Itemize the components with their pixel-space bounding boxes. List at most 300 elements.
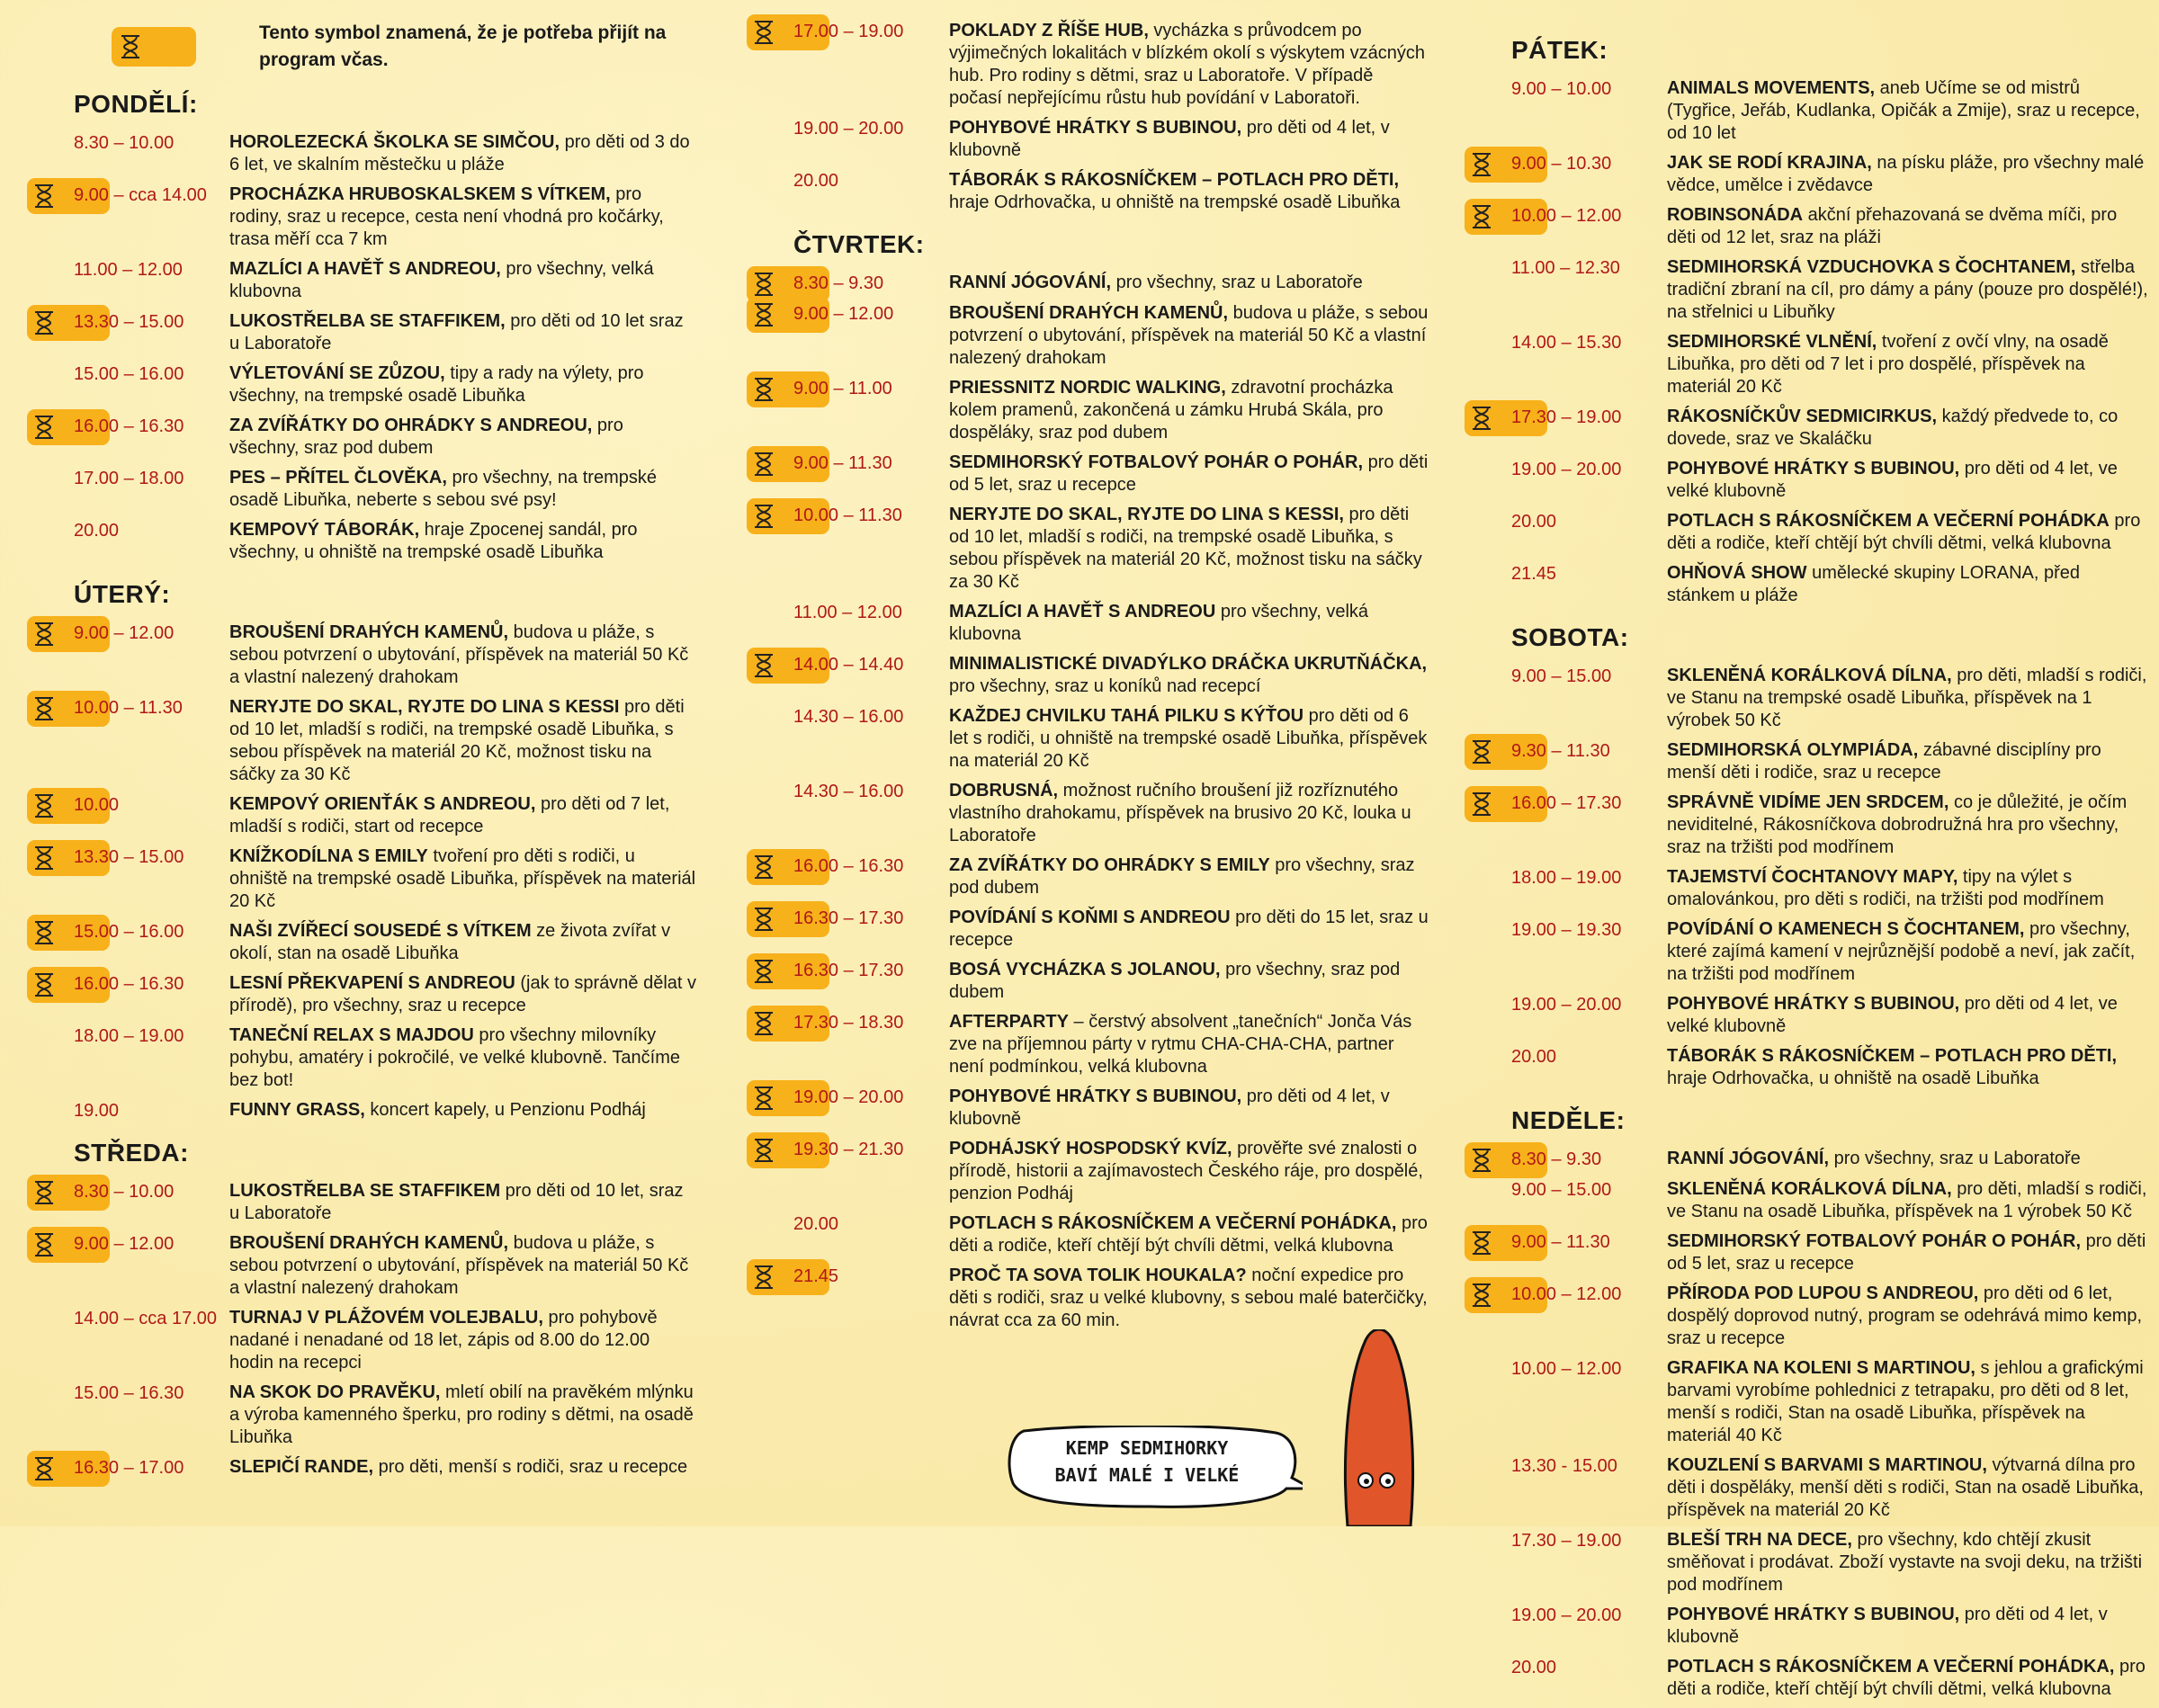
event-details: každý předvede to, co dovede, sraz ve Skaláčku (1667, 407, 2119, 449)
event-time-text: 19.00 – 20.00 (1511, 995, 1622, 1015)
event-title: FUNNY GRASS, (229, 1100, 365, 1120)
event-title: SLEPIČÍ RANDE, (229, 1457, 374, 1477)
event-title: POHYBOVÉ HRÁTKY S BUBINOU, (949, 118, 1242, 138)
event-details: pro všechny, kdo chtějí zkusit směňovat i prodávat. Zboží vystavte na svoji deku, na tržišti pod modřínem (1667, 1530, 2143, 1595)
event-time-text: 17.30 – 19.00 (1511, 1531, 1622, 1551)
event-row (747, 169, 1430, 214)
event-details: prověřte své znalosti o přírodě, historii a zajímavostech Českého ráje, pro dospělé, penzion Podháj (949, 1139, 1423, 1203)
event-row (747, 653, 1430, 698)
event-time (27, 519, 229, 542)
event-time-text: 14.00 – 14.40 (793, 655, 904, 675)
event-time (1465, 1454, 1667, 1478)
event-time (747, 452, 949, 475)
hourglass-icon (32, 415, 56, 440)
event-time (1465, 331, 1667, 354)
event-description (229, 519, 697, 564)
event-row (747, 705, 1430, 773)
event-details: pro děti a rodiče, kteří chtějí být chvíli dětmi, velká klubovna (1667, 1657, 2146, 1699)
event-details: akční přehazovaná se dvěma míči, pro děti od 12 let, sraz na pláži (1667, 205, 2118, 247)
event-time-text: 19.00 – 20.00 (1511, 1605, 1622, 1625)
event-row (747, 854, 1430, 899)
bubble-line-1: KEMP SEDMIHORKY (1065, 1437, 1229, 1459)
event-title: TÁBORÁK S RÁKOSNÍČKEM – POTLACH PRO DĚTI, (949, 170, 1400, 190)
event-time-text: 17.30 – 19.00 (1511, 407, 1622, 427)
event-description (949, 117, 1430, 162)
event-time-text: 16.00 – 16.30 (74, 974, 184, 994)
event-row (747, 302, 1430, 370)
event-time (27, 258, 229, 282)
event-description (949, 854, 1430, 899)
event-time-text: 10.00 – 12.00 (1511, 1359, 1622, 1379)
event-description (229, 131, 697, 176)
event-time-text: 18.00 – 19.00 (1511, 868, 1622, 888)
event-time-text: 16.00 – 16.30 (793, 856, 904, 876)
event-title: POVÍDÁNÍ S KOŇMI S ANDREOU (949, 908, 1231, 927)
event-details: pro všechny, na trempské osadě Libuňka, neberte s sebou své psy! (229, 468, 657, 510)
event-time (1465, 510, 1667, 533)
event-details: co je důležité, je očím neviditelné, Rákosníčkova dobrodružná hra pro všechny, sraz na tržišti pod modřínem (1667, 792, 2128, 857)
event-time (27, 183, 229, 207)
event-description (1667, 1178, 2148, 1223)
event-description (1667, 562, 2148, 607)
event-title: BROUŠENÍ DRAHÝCH KAMENŮ, (229, 622, 509, 642)
event-time-text: 9.30 – 11.30 (1511, 741, 1610, 761)
event-time (1465, 458, 1667, 481)
event-title: POHYBOVÉ HRÁTKY S BUBINOU, (1667, 1605, 1960, 1624)
bubble-line-2: BAVÍ MALÉ I VELKÉ (1054, 1464, 1240, 1486)
event-time (747, 780, 949, 803)
event-description (949, 780, 1430, 847)
event-details: pro děti, mladší s rodiči, ve Stanu na osadě Libuňka, příspěvek na 1 výrobek 50 Kč (1667, 1179, 2147, 1221)
event-details: hraje Odrhovačka, u ohniště na osadě Libuňka (1667, 1069, 2039, 1088)
event-time-text: 14.30 – 16.00 (793, 707, 904, 727)
event-title: PŘÍRODA POD LUPOU S ANDREOU, (1667, 1283, 1979, 1303)
event-details: pro děti od 7 let, mladší s rodiči, start od recepce (229, 794, 670, 836)
event-row (1465, 1529, 2148, 1596)
event-time (1465, 1604, 1667, 1627)
event-time (1465, 1148, 1667, 1171)
event-title: ZA ZVÍŘÁTKY DO OHRÁDKY S ANDREOU, (229, 416, 593, 435)
event-details: pro děti od 6 let, dospělý doprovod nutný, program se odehrává mimo kemp, sraz u recepce (1667, 1283, 2143, 1348)
event-row (27, 1382, 697, 1449)
event-details: – čerstvý absolvent „tanečních“ Jonča Vás zve na příjemnou párty v rytmu CHA-CHA-CHA, partner není podmínkou, velká klubovna (949, 1012, 1412, 1077)
event-row (1465, 739, 2148, 784)
event-details: pro děti a rodiče, kteří chtějí být chvíli dětmi, velká klubovna (1667, 511, 2141, 553)
event-time (27, 1232, 229, 1256)
day-heading: ČTVRTEK: (793, 230, 925, 258)
event-time-text: 16.00 – 16.30 (74, 416, 184, 436)
event-time (1465, 1283, 1667, 1306)
event-title: DOBRUSNÁ, (949, 781, 1059, 800)
event-title: KAŽDEJ CHVILKU TAHÁ PILKU S KÝŤOU (949, 706, 1304, 726)
event-details: hraje Odrhovačka, u ohniště na trempské osadě Libuňka (949, 192, 1401, 212)
event-time-text: 18.00 – 19.00 (74, 1026, 184, 1046)
event-details: zdravotní procházka kolem pramenů, zakončená u zámku Hrubá Skála, pro dospěláky, sraz pod dubem (949, 378, 1393, 443)
event-time-text: 20.00 (1511, 512, 1557, 532)
hourglass-icon (32, 793, 56, 818)
event-time-text: 21.45 (793, 1266, 839, 1286)
event-details: budova u pláže, s sebou potvrzení o ubytování, příspěvek na materiál 50 Kč a vlastní nalezený drahokam (949, 303, 1429, 368)
event-description (949, 452, 1430, 496)
event-description (229, 1180, 697, 1225)
event-description (949, 1138, 1430, 1205)
event-time-text: 20.00 (1511, 1047, 1557, 1067)
hourglass-icon (32, 1180, 56, 1205)
hourglass-icon (752, 1138, 775, 1163)
event-details: umělecké skupiny LORANA, před stánkem u pláže (1667, 563, 2081, 605)
event-details: aneb Učíme se od mistrů (Tygřice, Jeřáb, Kudlanka, Opičák a Zmije), sraz u recepce, od 10 let (1667, 78, 2140, 143)
event-time-text: 13.30 – 15.00 (74, 312, 184, 332)
event-time (747, 504, 949, 527)
hourglass-icon (1470, 1148, 1493, 1173)
event-details: hraje Zpocenej sandál, pro všechny, u ohniště na trempské osadě Libuňka (229, 520, 638, 562)
event-title: ANIMALS MOVEMENTS, (1667, 78, 1876, 98)
event-time-text: 19.00 (74, 1101, 120, 1121)
event-description (1667, 256, 2148, 324)
event-description (1667, 791, 2148, 859)
event-row (747, 504, 1430, 594)
event-time (27, 415, 229, 438)
event-details: na písku pláže, pro všechny malé vědce, umělce i zvědavce (1667, 153, 2145, 195)
event-row (1465, 918, 2148, 986)
event-row (27, 1099, 697, 1122)
event-details: pro děti od 3 do 6 let, ve skalním městečku u pláže (229, 132, 690, 174)
hourglass-icon (752, 302, 775, 327)
event-time-text: 15.00 – 16.00 (74, 364, 184, 384)
event-title: TANEČNÍ RELAX S MAJDOU (229, 1025, 474, 1045)
event-details: pro děti do 15 let, sraz u recepce (949, 908, 1429, 950)
event-title: KEMPOVÝ ORIENŤÁK S ANDREOU, (229, 794, 536, 814)
event-time-text: 19.00 – 20.00 (793, 1087, 904, 1107)
event-time (27, 467, 229, 490)
event-title: GRAFIKA NA KOLENI S MARTINOU, (1667, 1358, 1975, 1378)
event-details: pro děti, menší s rodiči, sraz u recepce (373, 1457, 688, 1477)
event-time (747, 1011, 949, 1034)
event-row (1465, 1656, 2148, 1701)
event-description (949, 1086, 1430, 1131)
event-time (27, 920, 229, 943)
event-time-text: 9.00 – 15.00 (1511, 1180, 1612, 1200)
event-time (747, 854, 949, 878)
event-title: POTLACH S RÁKOSNÍČKEM A VEČERNÍ POHÁDKA (1667, 511, 2110, 531)
event-row (747, 1265, 1430, 1332)
event-title: RÁKOSNÍČKŮV SEDMICIRKUS, (1667, 407, 1938, 426)
event-description (949, 169, 1430, 214)
event-title: POHYBOVÉ HRÁTKY S BUBINOU, (1667, 994, 1960, 1014)
event-time (1465, 204, 1667, 228)
event-time (1465, 739, 1667, 763)
event-description (1667, 1604, 2148, 1649)
hourglass-icon (752, 452, 775, 477)
event-time (747, 1138, 949, 1161)
day-heading: PONDĚLÍ: (74, 90, 198, 118)
event-details: tvoření pro děti s rodiči, u ohniště na trempské osadě Libuňka, příspěvek na materiál 20 Kč (229, 846, 696, 911)
event-time-text: 8.30 – 10.00 (74, 133, 175, 153)
event-row (747, 117, 1430, 162)
event-title: NA SKOK DO PRAVĚKU, (229, 1382, 441, 1402)
event-time (27, 1099, 229, 1122)
event-row (1465, 458, 2148, 503)
event-time-text: 20.00 (793, 1214, 839, 1234)
event-time-text: 8.30 – 9.30 (793, 273, 884, 293)
event-description (1667, 204, 2148, 249)
event-time-text: 17.30 – 18.30 (793, 1013, 904, 1033)
event-time-text: 16.30 – 17.30 (793, 961, 904, 980)
hourglass-icon (32, 972, 56, 997)
event-description (229, 1024, 697, 1092)
event-description (229, 793, 697, 838)
event-time (27, 310, 229, 334)
event-time-text: 13.30 – 15.00 (74, 847, 184, 867)
event-row (1465, 256, 2148, 324)
event-time-text: 20.00 (1511, 1658, 1557, 1677)
event-description (1667, 331, 2148, 398)
legend (27, 20, 697, 74)
event-time-text: 16.00 – 17.30 (1511, 793, 1622, 813)
event-row (27, 793, 697, 838)
event-row (27, 258, 697, 303)
event-details: ze života zvířat v okolí, stan na osadě Libuňka (229, 921, 671, 963)
event-title: RANNÍ JÓGOVÁNÍ, (1667, 1149, 1830, 1168)
event-title: HOROLEZECKÁ ŠKOLKA SE SIMČOU, (229, 132, 560, 152)
event-title: NERYJTE DO SKAL, RYJTE DO LINA S KESSI (229, 697, 620, 717)
event-time (747, 1212, 949, 1236)
event-row (27, 467, 697, 512)
event-row (27, 519, 697, 564)
event-title: MAZLÍCI A HAVĚŤ S ANDREOU, (229, 259, 501, 279)
event-title: MAZLÍCI A HAVĚŤ S ANDREOU (949, 602, 1216, 621)
hourglass-icon (752, 854, 775, 880)
hourglass-icon (1470, 1283, 1493, 1308)
event-description (949, 377, 1430, 444)
event-title: KOUZLENÍ S BARVAMI S MARTINOU, (1667, 1455, 1987, 1475)
event-description (1667, 739, 2148, 784)
event-time (1465, 1529, 1667, 1552)
event-description (1667, 1656, 2148, 1701)
event-title: KNÍŽKODÍLNA S EMILY (229, 846, 428, 866)
event-time-text: 20.00 (793, 171, 839, 191)
hourglass-icon (752, 1265, 775, 1290)
hourglass-icon (752, 907, 775, 932)
event-time (1465, 1357, 1667, 1381)
event-time-text: 15.00 – 16.00 (74, 922, 184, 942)
event-time (1465, 665, 1667, 688)
event-title: SEDMIHORSKÝ FOTBALOVÝ POHÁR O POHÁR, (1667, 1231, 2082, 1251)
event-row (1465, 1283, 2148, 1350)
event-time-text: 14.30 – 16.00 (793, 782, 904, 801)
event-title: OHŇOVÁ SHOW (1667, 563, 1807, 583)
event-title: MINIMALISTICKÉ DIVADÝLKO DRÁČKA UKRUTŇÁČKA, (949, 654, 1428, 674)
event-details: pro všechny, sraz u Laboratoře (1111, 273, 1363, 292)
event-row (27, 310, 697, 355)
event-description (229, 183, 697, 251)
event-row (747, 452, 1430, 496)
event-details: pro děti od 10 let sraz u Laboratoře (229, 311, 684, 353)
event-time (747, 117, 949, 140)
legend-badge (112, 27, 196, 67)
event-description (949, 601, 1430, 646)
mascot-illustration (1330, 1329, 1429, 1526)
event-details: pro všechny, sraz pod dubem (229, 416, 623, 458)
event-time-text: 11.00 – 12.00 (74, 260, 183, 280)
event-details: výtvarná dílna pro děti i dospěláky, menší děti s rodiči, Stan na osadě Libuňka, příspěvek na materiál 20 Kč (1667, 1455, 2144, 1520)
event-time-text: 10.00 – 11.30 (793, 505, 902, 525)
event-description (949, 272, 1430, 294)
event-title: POTLACH S RÁKOSNÍČKEM A VEČERNÍ POHÁDKA, (1667, 1657, 2115, 1677)
event-row (1465, 331, 2148, 398)
event-details: tipy a rady na výlety, pro všechny, na trempské osadě Libuňka (229, 363, 644, 406)
event-description (949, 1265, 1430, 1332)
event-time-text: 8.30 – 9.30 (1511, 1149, 1602, 1169)
event-description (1667, 866, 2148, 911)
event-description (949, 302, 1430, 370)
event-title: PODHÁJSKÝ HOSPODSKÝ KVÍZ, (949, 1139, 1232, 1158)
event-title: TAJEMSTVÍ ČOCHTANOVY MAPY, (1667, 867, 1958, 887)
event-title: NERYJTE DO SKAL, RYJTE DO LINA S KESSI, (949, 505, 1344, 524)
event-details: pro děti od 4 let, v klubovně (949, 118, 1390, 160)
event-title: TURNAJ V PLÁŽOVÉM VOLEJBALU, (229, 1308, 543, 1328)
event-title: SKLENĚNÁ KORÁLKOVÁ DÍLNA, (1667, 1179, 1952, 1199)
event-row (1465, 665, 2148, 732)
event-time-text: 9.00 – 11.30 (1511, 1232, 1610, 1252)
event-details: pro všechny, sraz u Laboratoře (1829, 1149, 2081, 1168)
event-description (1667, 993, 2148, 1038)
event-description (229, 621, 697, 689)
hourglass-icon (32, 920, 56, 945)
event-description (1667, 406, 2148, 451)
hourglass-icon (752, 653, 775, 678)
event-time (747, 601, 949, 624)
event-description (1667, 1454, 2148, 1522)
event-details: pro děti od 10 let, sraz u Laboratoře (229, 1181, 684, 1223)
hourglass-icon (32, 845, 56, 871)
event-details: pro všechny, sraz pod dubem (949, 960, 1401, 1002)
event-time-text: 16.30 – 17.00 (74, 1458, 184, 1478)
event-row (1465, 1045, 2148, 1090)
event-details: (jak to správně dělat v přírodě), pro všechny, sraz u recepce (229, 973, 697, 1015)
event-details: pro děti od 10 let, mladší s rodiči, na trempské osadě Libuňka, s sebou příspěvek na materiál 20 Kč, možnost tisku na sáčky za 30 Kč (949, 505, 1422, 592)
event-details: budova u pláže, s sebou potvrzení o ubytování, příspěvek na materiál 50 Kč a vlastní nalezený drahokam (229, 622, 689, 687)
event-row (27, 972, 697, 1017)
event-title: BROUŠENÍ DRAHÝCH KAMENŮ, (949, 303, 1229, 323)
event-title: RANNÍ JÓGOVÁNÍ, (949, 273, 1112, 292)
event-details: pro děti od 5 let, sraz u recepce (949, 452, 1429, 495)
hourglass-icon (32, 1232, 56, 1257)
event-time-text: 20.00 (74, 521, 120, 541)
event-title: ROBINSONÁDA (1667, 205, 1804, 225)
event-time-text: 17.00 – 19.00 (793, 22, 904, 41)
event-details: pro děti od 4 let, ve velké klubovně (1667, 459, 2118, 501)
event-row (1465, 866, 2148, 911)
event-description (229, 258, 697, 303)
event-description (1667, 1357, 2148, 1447)
event-time (747, 1086, 949, 1109)
event-title: VÝLETOVÁNÍ SE ZŮZOU, (229, 363, 445, 383)
event-time (27, 696, 229, 720)
event-time (747, 959, 949, 982)
event-row (747, 272, 1430, 295)
event-description (229, 1382, 697, 1449)
event-time (27, 1456, 229, 1480)
hourglass-icon (32, 621, 56, 647)
event-time (1465, 791, 1667, 815)
event-details: pro všechny, velká klubovna (949, 602, 1369, 644)
event-description (1667, 665, 2148, 732)
day-heading: PÁTEK: (1511, 36, 1608, 64)
event-row (747, 1086, 1430, 1131)
event-time-text: 10.00 – 11.30 (74, 698, 183, 718)
event-time (747, 653, 949, 676)
event-description (949, 653, 1430, 698)
event-details: pro všechny, sraz u koníků nad recepcí (949, 676, 1261, 696)
event-description (949, 705, 1430, 773)
event-details: pro děti od 6 let s rodiči, u ohniště na trempské osadě Libuňka, příspěvek na materiál 20 Kč (949, 706, 1428, 771)
event-title: SKLENĚNÁ KORÁLKOVÁ DÍLNA, (1667, 666, 1952, 685)
event-description (949, 504, 1430, 594)
event-time-text: 9.00 – 10.30 (1511, 154, 1612, 174)
event-details: mletí obilí na pravěkém mlýnku a výroba kamenného šperku, pro rodiny s dětmi, na osadě Libuňka (229, 1382, 694, 1447)
event-time (27, 1024, 229, 1048)
event-row (1465, 152, 2148, 197)
event-row (747, 377, 1430, 444)
event-row (1465, 510, 2148, 555)
event-title: KEMPOVÝ TÁBORÁK, (229, 520, 420, 540)
event-title: POVÍDÁNÍ O KAMENECH S ČOCHTANEM, (1667, 919, 2025, 939)
event-row (27, 621, 697, 689)
event-time (747, 272, 949, 295)
event-time (1465, 1045, 1667, 1069)
event-time (27, 1307, 229, 1330)
event-title: LESNÍ PŘEKVAPENÍ S ANDREOU (229, 973, 515, 993)
event-row (1465, 204, 2148, 249)
event-description (229, 467, 697, 512)
event-time (27, 1382, 229, 1405)
event-title: SPRÁVNĚ VIDÍME JEN SRDCEM, (1667, 792, 1949, 812)
day-heading: SOBOTA: (1511, 623, 1629, 651)
day-heading: STŘEDA: (74, 1139, 189, 1167)
event-time-text: 14.00 – cca 17.00 (74, 1309, 218, 1328)
event-title: NAŠI ZVÍŘECÍ SOUSEDÉ S VÍTKEM (229, 921, 532, 941)
event-title: SEDMIHORSKÝ FOTBALOVÝ POHÁR O POHÁR, (949, 452, 1364, 472)
event-row (27, 1456, 697, 1480)
event-time-text: 9.00 – 12.00 (74, 623, 175, 643)
event-time (1465, 406, 1667, 429)
event-title: LUKOSTŘELBA SE STAFFIKEM (229, 1181, 501, 1201)
event-title: BOSÁ VYCHÁZKA S JOLANOU, (949, 960, 1221, 979)
event-title: JAK SE RODÍ KRAJINA, (1667, 153, 1872, 173)
hourglass-icon (752, 1011, 775, 1036)
event-time (27, 621, 229, 645)
event-time-text: 21.45 (1511, 564, 1557, 584)
event-row (1465, 1148, 2148, 1171)
hourglass-icon (752, 1086, 775, 1111)
hourglass-icon (32, 310, 56, 335)
event-description (229, 845, 697, 913)
event-title: LUKOSTŘELBA SE STAFFIKEM, (229, 311, 506, 331)
event-row (1465, 1604, 2148, 1649)
event-title: SEDMIHORSKÁ VZDUCHOVKA S ČOCHTANEM, (1667, 257, 2076, 277)
event-description (229, 1099, 697, 1122)
event-details: tvoření z ovčí vlny, na osadě Libuňka, pro děti od 7 let i pro dospělé, příspěvek na materiál 20 Kč (1667, 332, 2109, 397)
event-time-text: 14.00 – 15.30 (1511, 333, 1622, 353)
event-time-text: 17.00 – 18.00 (74, 469, 184, 488)
event-time-text: 11.00 – 12.30 (1511, 258, 1620, 278)
event-time-text: 15.00 – 16.30 (74, 1383, 184, 1403)
hourglass-icon (119, 34, 142, 59)
event-details: vycházka s průvodcem po výjimečných lokalitách v blízkém okolí s výskytem vzácných hub. Pro rodiny s dětmi, sraz u Laboratoře. V případě počasí nepřejícímu růstu hub povídání v Laboratoři. (949, 21, 1426, 108)
event-time (27, 793, 229, 817)
event-description (949, 1011, 1430, 1078)
